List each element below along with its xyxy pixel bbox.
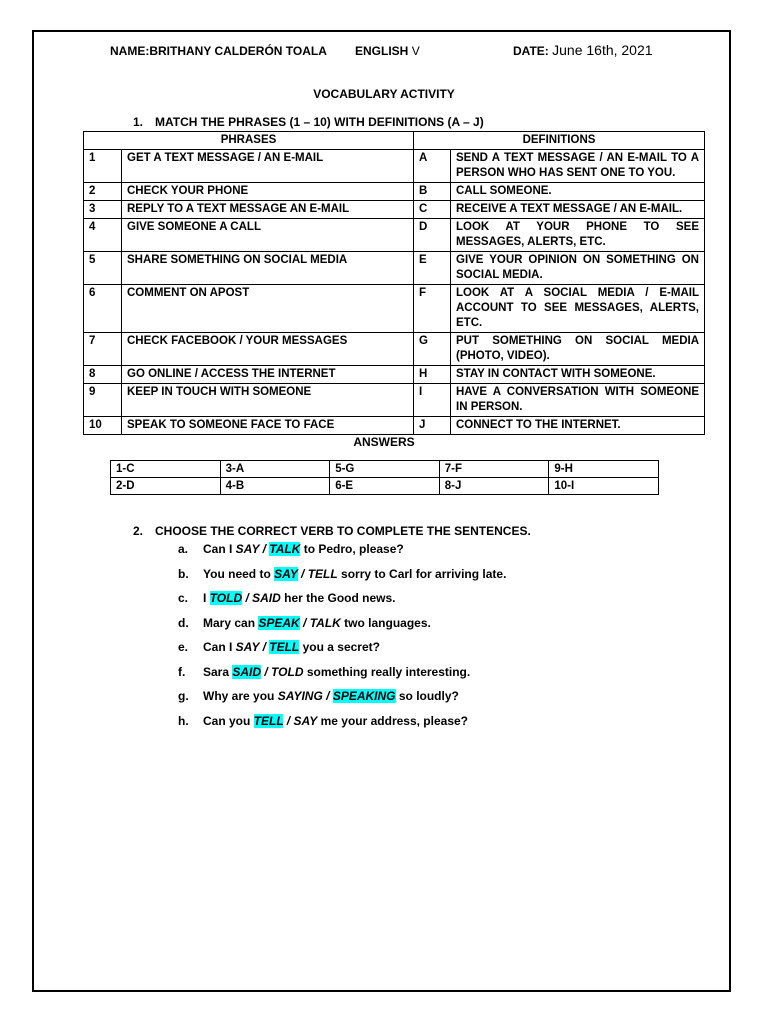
- verb-option-2: SAID: [252, 591, 281, 605]
- verb-option-1: TELL: [253, 713, 284, 728]
- verb-option-2: TALK: [309, 615, 341, 630]
- sentence-after: sorry to Carl for arriving late.: [337, 566, 507, 581]
- answer-cell: 6-E: [330, 478, 440, 495]
- table-row: [84, 333, 705, 366]
- definition-cell: CONNECT TO THE INTERNET.: [451, 417, 705, 435]
- section-1-number: 1.: [133, 115, 144, 129]
- section-2-title: [133, 524, 531, 538]
- sentence-text: [203, 542, 404, 556]
- sentence-letter: d.: [178, 615, 189, 630]
- definition-letter: H: [414, 366, 451, 384]
- definition-cell: HAVE A CONVERSATION WITH SOMEONE IN PERSON.: [451, 384, 705, 417]
- activity-title: VOCABULARY ACTIVITY: [313, 87, 455, 101]
- option-separator: /: [283, 713, 294, 728]
- definition-letter: J: [414, 417, 451, 435]
- option-separator: /: [242, 591, 253, 605]
- phrases-header: PHRASES: [84, 132, 414, 150]
- table-row: [84, 252, 705, 285]
- sentence-after: to Pedro, please?: [300, 542, 404, 556]
- verb-option-2: TELL: [269, 640, 300, 654]
- row-number: 3: [84, 201, 122, 219]
- sentence-before: Can I: [203, 640, 236, 654]
- option-separator: /: [259, 640, 270, 654]
- section-2-number: 2.: [133, 524, 144, 538]
- verb-option-1: SPEAK: [258, 615, 300, 630]
- sentence-text: [203, 665, 470, 679]
- sentence-text: [203, 689, 459, 703]
- sentence-letter: a.: [178, 542, 189, 556]
- date: [513, 42, 653, 58]
- definition-cell: GIVE YOUR OPINION ON SOMETHING ON SOCIAL MEDIA.: [451, 252, 705, 285]
- table-row: [84, 201, 705, 219]
- verb-option-1: TOLD: [209, 591, 243, 605]
- row-number: 5: [84, 252, 122, 285]
- verb-option-1: SAY: [235, 640, 260, 654]
- sentence-after: me your address, please?: [317, 713, 468, 728]
- answers-title: ANSWERS: [353, 435, 415, 449]
- definition-letter: G: [414, 333, 451, 366]
- sentence-before: Mary can: [203, 615, 259, 630]
- phrase-cell: REPLY TO A TEXT MESSAGE AN E-MAIL: [122, 201, 414, 219]
- row-number: 4: [84, 219, 122, 252]
- sentence-text: [203, 567, 506, 581]
- row-number: 6: [84, 285, 122, 333]
- answer-cell: 4-B: [220, 478, 330, 495]
- sentence-after: two languages.: [340, 615, 431, 630]
- phrase-cell: GO ONLINE / ACCESS THE INTERNET: [122, 366, 414, 384]
- definition-letter: B: [414, 183, 451, 201]
- sentence-letter: f.: [178, 664, 186, 679]
- sentence-letter: e.: [178, 640, 189, 654]
- answer-cell: 9-H: [549, 461, 659, 478]
- definition-cell: RECEIVE A TEXT MESSAGE / AN E-MAIL.: [451, 201, 705, 219]
- sentence-before: Can I: [203, 542, 236, 556]
- answer-cell: 2-D: [111, 478, 221, 495]
- row-number: 1: [84, 150, 122, 183]
- verb-option-2: TELL: [307, 566, 338, 581]
- verb-option-1: SAY: [235, 542, 260, 556]
- phrase-cell: GIVE SOMEONE A CALL: [122, 219, 414, 252]
- definition-letter: C: [414, 201, 451, 219]
- answer-cell: 5-G: [330, 461, 440, 478]
- answers-row: [111, 478, 659, 495]
- definition-cell: PUT SOMETHING ON SOCIAL MEDIA (PHOTO, VIDEO).: [451, 333, 705, 366]
- verb-option-1: SAYING: [277, 689, 323, 703]
- sentence-letter: g.: [178, 689, 189, 703]
- row-number: 10: [84, 417, 122, 435]
- answers-table: [110, 460, 659, 495]
- option-separator: /: [322, 689, 333, 703]
- subject-level: V: [411, 44, 420, 58]
- sentence-before: You need to: [203, 566, 275, 581]
- answers-row: [111, 461, 659, 478]
- row-number: 7: [84, 333, 122, 366]
- section-1-title: [133, 115, 484, 129]
- definition-letter: E: [414, 252, 451, 285]
- sentence-after: so loudly?: [395, 689, 459, 703]
- sentence-text: [203, 616, 431, 630]
- matching-table-header: [84, 132, 705, 150]
- date-value: June 16th, 2021: [552, 42, 653, 58]
- answer-cell: 7-F: [439, 461, 549, 478]
- sentence-text: [203, 591, 396, 605]
- matching-table: [83, 131, 705, 435]
- sentence-before: Why are you: [203, 689, 278, 703]
- sentence-after: something really interesting.: [303, 664, 471, 679]
- option-separator: /: [299, 615, 310, 630]
- definition-cell: LOOK AT A SOCIAL MEDIA / E-MAIL ACCOUNT TO SEE MESSAGES, ALERTS, ETC.: [451, 285, 705, 333]
- sentence-letter: h.: [178, 713, 189, 728]
- row-number: 2: [84, 183, 122, 201]
- definition-cell: LOOK AT YOUR PHONE TO SEE MESSAGES, ALERTS, ETC.: [451, 219, 705, 252]
- table-row: [84, 219, 705, 252]
- sentence-letter: c.: [178, 591, 189, 605]
- table-row: [84, 417, 705, 435]
- verb-option-2: SPEAKING: [332, 689, 396, 703]
- phrase-cell: COMMENT ON APOST: [122, 285, 414, 333]
- date-label: DATE:: [513, 44, 549, 58]
- phrase-cell: KEEP IN TOUCH WITH SOMEONE: [122, 384, 414, 417]
- verb-option-1: SAY: [274, 566, 298, 581]
- subject-label: ENGLISH: [355, 44, 409, 58]
- sentence-text: [203, 640, 380, 654]
- answer-cell: 1-C: [111, 461, 221, 478]
- sentence-before: I: [203, 591, 210, 605]
- definition-letter: D: [414, 219, 451, 252]
- sentence-before: Sara: [203, 664, 233, 679]
- subject: [355, 44, 420, 58]
- definition-cell: STAY IN CONTACT WITH SOMEONE.: [451, 366, 705, 384]
- option-separator: /: [297, 566, 308, 581]
- sentence-letter: b.: [178, 566, 189, 581]
- phrase-cell: SHARE SOMETHING ON SOCIAL MEDIA: [122, 252, 414, 285]
- answer-cell: 3-A: [220, 461, 330, 478]
- table-row: [84, 285, 705, 333]
- verb-option-2: TOLD: [271, 664, 304, 679]
- phrase-cell: CHECK FACEBOOK / YOUR MESSAGES: [122, 333, 414, 366]
- table-row: [84, 183, 705, 201]
- section-1-text: MATCH THE PHRASES (1 – 10) WITH DEFINITIONS (A – J): [155, 115, 484, 129]
- phrase-cell: SPEAK TO SOMEONE FACE TO FACE: [122, 417, 414, 435]
- definition-cell: SEND A TEXT MESSAGE / AN E-MAIL TO A PERSON WHO HAS SENT ONE TO YOU.: [451, 150, 705, 183]
- sentence-after: you a secret?: [299, 640, 380, 654]
- verb-option-2: SAY: [293, 713, 318, 728]
- answer-cell: 8-J: [439, 478, 549, 495]
- answer-cell: 10-I: [549, 478, 659, 495]
- row-number: 9: [84, 384, 122, 417]
- definitions-header: DEFINITIONS: [414, 132, 705, 150]
- sentence-after: her the Good news.: [280, 591, 396, 605]
- option-separator: /: [261, 664, 272, 679]
- phrase-cell: CHECK YOUR PHONE: [122, 183, 414, 201]
- definition-letter: F: [414, 285, 451, 333]
- option-separator: /: [259, 542, 270, 556]
- definition-letter: A: [414, 150, 451, 183]
- student-name: NAME:BRITHANY CALDERÓN TOALA: [110, 44, 327, 58]
- definition-letter: I: [414, 384, 451, 417]
- definition-cell: CALL SOMEONE.: [451, 183, 705, 201]
- table-row: [84, 366, 705, 384]
- sentence-before: Can you: [203, 713, 254, 728]
- phrase-cell: GET A TEXT MESSAGE / AN E-MAIL: [122, 150, 414, 183]
- table-row: [84, 384, 705, 417]
- verb-option-2: TALK: [269, 542, 301, 556]
- table-row: [84, 150, 705, 183]
- section-2-text: CHOOSE THE CORRECT VERB TO COMPLETE THE SENTENCES.: [155, 524, 531, 538]
- verb-option-1: SAID: [232, 664, 262, 679]
- row-number: 8: [84, 366, 122, 384]
- sentence-text: [203, 714, 468, 728]
